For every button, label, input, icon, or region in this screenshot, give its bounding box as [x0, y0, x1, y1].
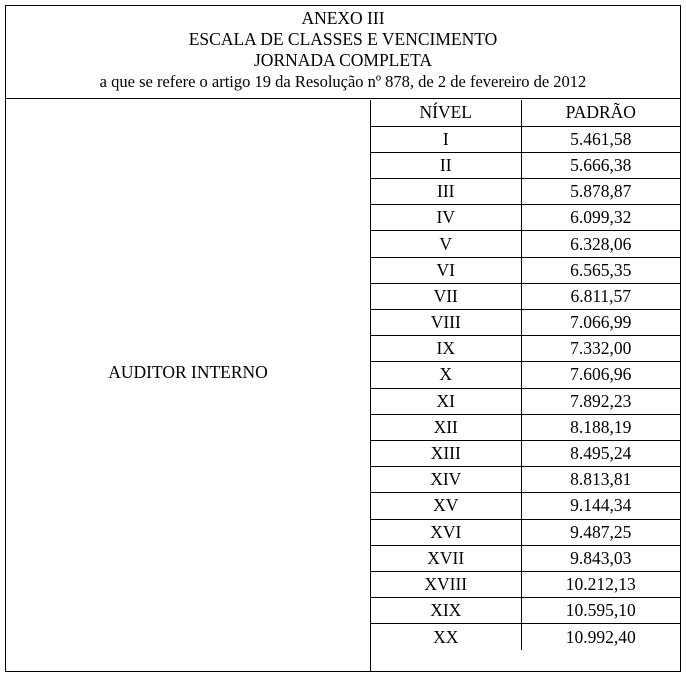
table-row: [371, 598, 680, 624]
padrao-cell: 7.892,23: [521, 388, 680, 414]
role-label: AUDITOR INTERNO: [108, 362, 268, 382]
table-row: [371, 388, 680, 414]
nivel-cell: V: [371, 231, 521, 257]
table-row: [371, 179, 680, 205]
padrao-cell: 10.595,10: [521, 598, 680, 624]
padrao-cell: 9.843,03: [521, 545, 680, 571]
padrao-cell: 5.461,58: [521, 126, 680, 152]
padrao-cell: 5.878,87: [521, 179, 680, 205]
padrao-cell: 8.813,81: [521, 467, 680, 493]
nivel-cell: XII: [371, 414, 521, 440]
nivel-cell: XVI: [371, 519, 521, 545]
padrao-cell: 7.332,00: [521, 336, 680, 362]
resolution-reference: a que se refere o artigo 19 da Resolução nº 878, de 2 de fevereiro de 2012: [99, 72, 587, 91]
table-row: [371, 362, 680, 388]
table-row: [371, 126, 680, 152]
nivel-cell: X: [371, 362, 521, 388]
role-cell: [6, 100, 371, 671]
padrao-cell: 6.328,06: [521, 231, 680, 257]
nivel-cell: XI: [371, 388, 521, 414]
table-row: [371, 467, 680, 493]
padrao-cell: 6.811,57: [521, 283, 680, 309]
padrao-cell: 8.188,19: [521, 414, 680, 440]
table-row: [371, 545, 680, 571]
nivel-cell: XIX: [371, 598, 521, 624]
table-row: [371, 571, 680, 597]
levels-table: [371, 100, 680, 650]
workday-title: JORNADA COMPLETA: [254, 50, 432, 70]
nivel-cell: XIV: [371, 467, 521, 493]
padrao-cell: 6.099,32: [521, 205, 680, 231]
table-row: [371, 310, 680, 336]
table-row: [371, 257, 680, 283]
salary-table-frame: [5, 5, 681, 672]
nivel-cell: I: [371, 126, 521, 152]
nivel-cell: VII: [371, 283, 521, 309]
padrao-cell: 10.212,13: [521, 571, 680, 597]
table-header: [6, 6, 680, 99]
nivel-cell: VIII: [371, 310, 521, 336]
padrao-cell: 5.666,38: [521, 152, 680, 178]
table-row: [371, 440, 680, 466]
table-row: [371, 624, 680, 650]
column-header-nivel: NÍVEL: [371, 100, 521, 126]
padrao-cell: 7.606,96: [521, 362, 680, 388]
padrao-cell: 9.144,34: [521, 493, 680, 519]
nivel-cell: XVII: [371, 545, 521, 571]
padrao-cell: 6.565,35: [521, 257, 680, 283]
table-row: [371, 231, 680, 257]
table-row: [371, 152, 680, 178]
annex-title: ANEXO III: [301, 8, 385, 28]
padrao-cell: 9.487,25: [521, 519, 680, 545]
padrao-cell: 8.495,24: [521, 440, 680, 466]
table-row: [371, 493, 680, 519]
table-row: [371, 336, 680, 362]
column-header-row: [371, 100, 680, 126]
nivel-cell: XV: [371, 493, 521, 519]
padrao-cell: 10.992,40: [565, 626, 636, 647]
nivel-cell: IV: [371, 205, 521, 231]
padrao-cell: 7.066,99: [521, 310, 680, 336]
nivel-cell: XIII: [371, 440, 521, 466]
nivel-cell: II: [371, 152, 521, 178]
nivel-cell: III: [371, 179, 521, 205]
nivel-cell: XVIII: [371, 571, 521, 597]
nivel-cell: IX: [371, 336, 521, 362]
table-row: [371, 414, 680, 440]
column-header-padrao: PADRÃO: [521, 100, 680, 126]
scale-title: ESCALA DE CLASSES E VENCIMENTO: [188, 29, 498, 49]
table-row: [371, 283, 680, 309]
table-row: [371, 519, 680, 545]
table-row: [371, 205, 680, 231]
nivel-cell: XX: [371, 624, 521, 650]
nivel-cell: VI: [371, 257, 521, 283]
